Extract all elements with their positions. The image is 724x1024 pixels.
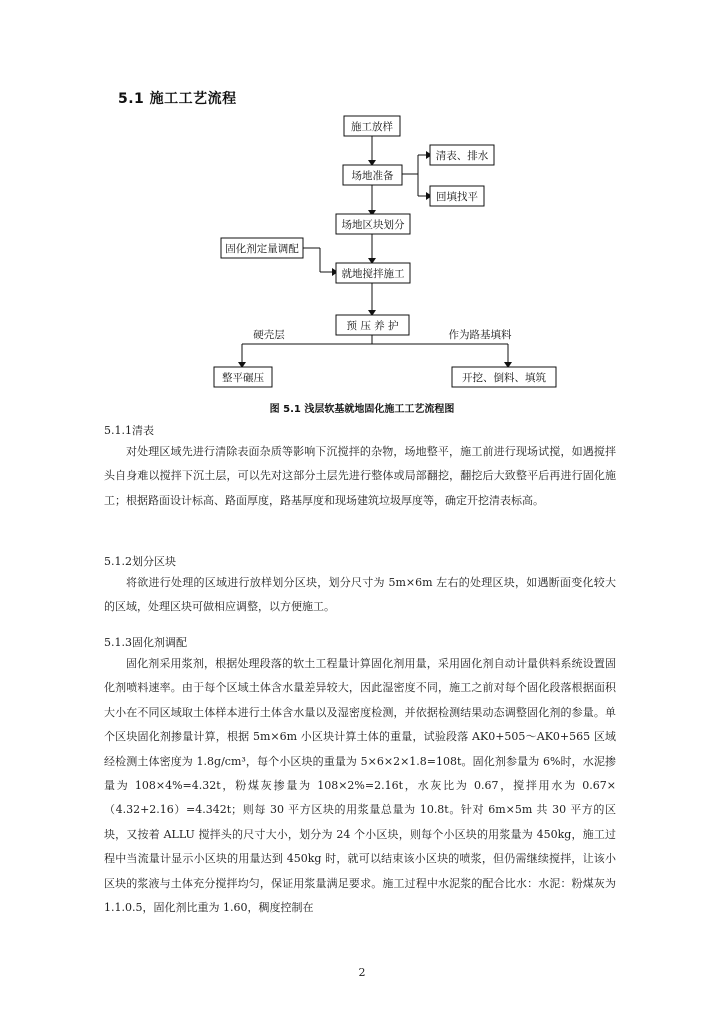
outcome-level-compact: 整平碾压 [222,372,264,384]
page-number: 2 [358,966,366,979]
subsection-heading: 5.1.1清表 [104,424,154,437]
step-block-division: 场地区块划分 [341,219,405,231]
step-in-situ-mixing: 就地搅拌施工 [341,268,405,280]
input-agent-dosing: 固化剂定量调配 [225,243,299,255]
subsection-heading: 5.1.2划分区块 [104,555,176,568]
section-title: 5.1 施工工艺流程 [118,91,237,107]
branch-label-crust: 硬壳层 [253,329,285,341]
paragraph: 固化剂采用浆剂，根据处理段落的软土工程量计算固化剂用量，采用固化剂自动计量供料系统设置固化剂喷料速率。由于每个区域土体含水量差异较大，因此湿密度不同，施工之前对每个固化段落根据面积大小在不同区域取土体样本进行土体含水量以及湿密度检测，并依据检测结果动态调整固化剂的参量。单个区块固化剂掺量计算，根据 5m×6m 小区块计算土体的重量，试验段落 AK0+505～AK0+565 区域经检测土体密度为 1.8g/cm³，每个小区块的重量为 5×6×2×1.8=108t。固化剂参量为 6%时，水泥掺量为 108×4%=4.32t，粉煤灰掺量为 108×2%=2.16t，水灰比为 0.67，搅拌用水为 0.67×（4.32+2.16）=4.342t；则每 30 平方区块的用浆量总量为 10.8t。针对 6m×5m 共 30 平方的区块，又按着 ALLU 搅拌头的尺寸大小，划分为 24 个小区块，则每个小区块的用浆量为 450kg，施工过程中当流量计显示小区块的用量达到 450kg 时，就可以结束该小区块的喷浆，但仍需继续搅拌，让该小区块的浆液与土体充分搅拌均匀，保证用浆量满足要求。施工过程中水泥浆的配合比水：水泥：粉煤灰为 1.1.0.5，固化剂比重为 1.60，稠度控制在 [104,657,616,915]
outcome-excavate-fill: 开挖、倒料、填筑 [462,372,546,384]
branch-backfill-level: 回填找平 [436,191,478,203]
subsection-heading: 5.1.3固化剂调配 [104,636,187,649]
branch-clear-drain: 清表、排水 [435,150,489,162]
paragraph: 对处理区域先进行清除表面杂质等影响下沉搅拌的杂物，场地整平，施工前进行现场试搅，如遇搅拌头自身难以搅拌下沉土层，可以先对这部分土层先进行整体或局部翻挖，翻挖后大致整平后再进行固化施工；根据路面设计标高、路面厚度，路基厚度和现场建筑垃圾厚度等，确定开挖清表标高。 [104,445,616,507]
step-preload-curing: 预 压 养 护 [346,320,399,332]
process-flowchart [0,0,724,400]
step-site-prep: 场地准备 [351,170,394,182]
figure-caption: 图 5.1 浅层软基就地固化施工工艺流程图 [269,404,455,415]
step-layout: 施工放样 [351,121,393,133]
branch-label-fill: 作为路基填料 [448,329,512,341]
paragraph: 将欲进行处理的区域进行放样划分区块，划分尺寸为 5m×6m 左右的处理区块，如遇断面变化较大的区域，处理区块可做相应调整，以方便施工。 [104,576,616,614]
